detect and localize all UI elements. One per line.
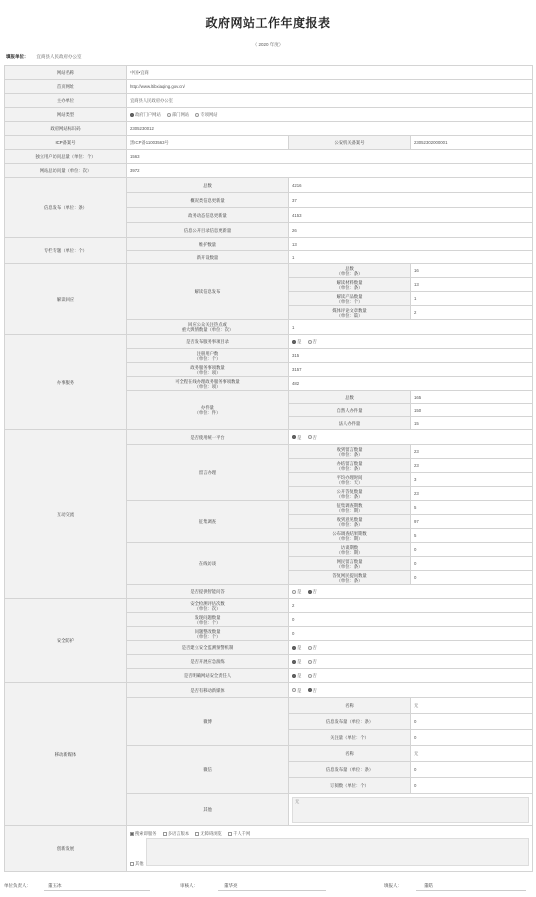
radio-checked-icon: [292, 646, 296, 650]
site-type-label: 网站类型: [5, 108, 127, 122]
page-title: 政府网站工作年度报表: [205, 16, 331, 30]
filler-unit: [6, 54, 82, 60]
platform-label: 是否使用统一平台: [127, 430, 289, 445]
survey-item-value: 5: [411, 501, 533, 515]
innovation-cell: [127, 826, 533, 872]
innovation-other-option[interactable]: 其他: [130, 861, 144, 866]
weibo-item-label: 信息发布量（单位：条）: [289, 714, 411, 730]
filler-unit-value: 宜商县人民政府办公室: [36, 54, 82, 59]
filler-value: 董皓: [424, 883, 433, 888]
site-type-options: [127, 108, 533, 122]
mail-item-label: 平均办理时间 （单位：天）: [289, 473, 411, 487]
interpret-item-value: 16: [411, 264, 533, 278]
host-label: 主办单位: [5, 94, 127, 108]
host-value: 宜商县人民政府办公室: [127, 94, 533, 108]
survey-item-value: 97: [411, 515, 533, 529]
platform-radios: [289, 430, 533, 445]
mobile-other-cell: [289, 794, 533, 826]
info-item-label: 政务动态信息更新量: [127, 208, 289, 223]
radio-icon: [308, 340, 312, 344]
respond-label: 回应公众关注热点或 重大舆情数量（单位：次）: [127, 320, 289, 335]
cases-item-label: 总数: [289, 391, 411, 404]
interact-label: 互动交流: [5, 430, 127, 599]
radio-checked-icon: [308, 590, 312, 594]
mail-item-value: 23: [411, 487, 533, 501]
cases-item-value: 15: [411, 417, 533, 430]
security-radio-label: 是否建立安全监测预警机制: [127, 641, 289, 655]
report-year: （ 2020 年度）: [252, 42, 284, 47]
checkbox-icon: [163, 832, 167, 836]
checkbox-icon: [195, 832, 199, 836]
service-publish-radios: [289, 335, 533, 349]
mail-label: 留言办理: [127, 445, 289, 501]
cases-item-value: 150: [411, 404, 533, 417]
radio-checked-icon: [292, 674, 296, 678]
radio-yes[interactable]: 是: [292, 589, 301, 594]
weibo-item-value: 0: [411, 714, 533, 730]
innovation-label: 创新发展: [5, 826, 127, 872]
radio-yes[interactable]: 是: [292, 673, 301, 678]
cases-item-value: 165: [411, 391, 533, 404]
service-items-label: 政务服务事项数量 （单位：项）: [127, 363, 289, 377]
visits-value: 3972: [127, 164, 533, 178]
wechat-item-label: 信息发布量（单位：条）: [289, 762, 411, 778]
info-item-label: 信息公开目录信息更新量: [127, 223, 289, 238]
checkbox-icon: [130, 862, 134, 866]
radio-icon: [292, 688, 296, 692]
security-radios: [289, 669, 533, 683]
online-item-value: 0: [411, 543, 533, 557]
radio-checked-icon: [130, 113, 134, 117]
reviewer-label: 审核人：: [180, 883, 198, 888]
online-item-value: 0: [411, 571, 533, 585]
mail-item-value: 3: [411, 473, 533, 487]
service-reg-label: 注册用户数 （单位：个）: [127, 349, 289, 363]
info-item-label: 总数: [127, 178, 289, 193]
police-value: 23052302000001: [411, 136, 533, 150]
radio-yes[interactable]: 是: [292, 339, 301, 344]
info-item-value: 26: [289, 223, 533, 238]
info-item-value: 37: [289, 193, 533, 208]
column-item-value: 13: [289, 238, 533, 251]
mobile-other-label: 其他: [127, 794, 289, 826]
home-url-label: 首页网址: [5, 80, 127, 94]
mobile-has-radios: [289, 683, 533, 698]
visitors-label: 独立用户访问总量（单位：个）: [5, 150, 127, 164]
online-item-label: 答复网民提问数量 （单位：条）: [289, 571, 411, 585]
info-item-value: 4216: [289, 178, 533, 193]
interpret-label: 解读回应: [5, 264, 127, 335]
radio-no[interactable]: 否: [308, 589, 317, 594]
wechat-item-label: 名称: [289, 746, 411, 762]
radio-icon: [292, 590, 296, 594]
cases-item-label: 自然人办件量: [289, 404, 411, 417]
survey-item-value: 5: [411, 529, 533, 543]
service-publish-label: 是否发布服务事项目录: [127, 335, 289, 349]
head-underline: [44, 890, 150, 891]
wechat-label: 微信: [127, 746, 289, 794]
radio-icon: [308, 646, 312, 650]
weibo-item-value: 0: [411, 730, 533, 746]
mail-item-label: 办结留言数量 （单位：条）: [289, 459, 411, 473]
survey-item-label: 公布调查结果期数 （单位：期）: [289, 529, 411, 543]
mobile-label: 移动新媒体: [5, 683, 127, 826]
interpret-item-value: 1: [411, 292, 533, 306]
service-label: 办事服务: [5, 335, 127, 430]
interpret-item-value: 2: [411, 306, 533, 320]
interpret-sub-label: 解读信息发布: [127, 264, 289, 320]
radio-checked-icon: [292, 660, 296, 664]
service-items-value: 3157: [289, 363, 533, 377]
mail-item-label: 收到留言数量 （单位：条）: [289, 445, 411, 459]
security-radios: [289, 641, 533, 655]
mobile-has-label: 是否有移动新媒体: [127, 683, 289, 698]
security-radio-label: 是否明确网站安全责任人: [127, 669, 289, 683]
respond-value: 1: [289, 320, 533, 335]
online-item-label: 网民留言数量 （单位：条）: [289, 557, 411, 571]
icp-value: 黑ICP备11003563号: [127, 136, 289, 150]
site-type-option-portal[interactable]: 政府门户网站: [130, 112, 161, 117]
wechat-item-value: 0: [411, 762, 533, 778]
security-item-label: 问题整改数量 （单位：个）: [127, 627, 289, 641]
site-name-label: 网站名称: [5, 66, 127, 80]
radio-checked-icon: [308, 688, 312, 692]
interpret-item-label: 解读材料数量 （单位：条）: [289, 278, 411, 292]
radio-no[interactable]: 否: [308, 659, 317, 664]
interpret-item-label: 总数 （单位：条）: [289, 264, 411, 278]
site-code-label: 政府网站标识码: [5, 122, 127, 136]
online-label: 在线访谈: [127, 543, 289, 585]
radio-icon: [308, 435, 312, 439]
smart-label: 是否提供智能问答: [127, 585, 289, 599]
radio-yes[interactable]: 是: [292, 688, 301, 693]
weibo-item-value: 无: [411, 698, 533, 714]
interpret-item-label: 解读产品数量 （单位：个）: [289, 292, 411, 306]
service-online-value: 482: [289, 377, 533, 391]
mobile-other-textarea[interactable]: 无: [292, 797, 529, 823]
radio-icon: [195, 113, 199, 117]
column-item-label: 维护数量: [127, 238, 289, 251]
wechat-item-value: 0: [411, 778, 533, 794]
innovation-option[interactable]: 多语言版本: [163, 831, 189, 836]
radio-no[interactable]: 否: [308, 339, 317, 344]
radio-no[interactable]: 否: [308, 673, 317, 678]
interpret-item-value: 13: [411, 278, 533, 292]
wechat-item-value: 无: [411, 746, 533, 762]
radio-yes[interactable]: 是: [292, 645, 301, 650]
radio-no[interactable]: 否: [308, 435, 317, 440]
radio-icon: [308, 674, 312, 678]
weibo-label: 微博: [127, 698, 289, 746]
survey-item-label: 征集调查期数 （单位：期）: [289, 501, 411, 515]
online-item-label: 访谈期数 （单位：期）: [289, 543, 411, 557]
service-online-label: 可全程在线办理政务服务事项数量 （单位：项）: [127, 377, 289, 391]
mail-item-label: 公开答复数量 （单位：条）: [289, 487, 411, 501]
security-radios: [289, 655, 533, 669]
radio-no[interactable]: 否: [308, 688, 317, 693]
innovation-option[interactable]: 无障碍浏览: [195, 831, 221, 836]
radio-no[interactable]: 否: [308, 645, 317, 650]
service-reg-value: 315: [289, 349, 533, 363]
info-label: 信息发布（单位：条）: [5, 178, 127, 238]
innovation-other-row: [130, 838, 529, 866]
column-label: 专栏专题（单位：个）: [5, 238, 127, 264]
checkbox-icon: [228, 832, 232, 836]
radio-checked-icon: [292, 435, 296, 439]
column-item-label: 新开设数量: [127, 251, 289, 264]
security-item-value: 0: [289, 613, 533, 627]
weibo-item-label: 名称: [289, 698, 411, 714]
security-item-label: 安全检测评估次数 （单位：次）: [127, 599, 289, 613]
reviewer-value: 董华亮: [224, 883, 238, 888]
innovation-option[interactable]: 千人千网: [228, 831, 250, 836]
head-label: 单位负责人：: [4, 883, 31, 888]
report-table: [4, 65, 533, 872]
security-item-value: 2: [289, 599, 533, 613]
survey-label: 征集调查: [127, 501, 289, 543]
online-item-value: 0: [411, 557, 533, 571]
service-cases-label: 办件量 （单位：件）: [127, 391, 289, 430]
head-value: 董玉冰: [48, 883, 62, 888]
filler-unit-label: 填报单位：: [6, 54, 29, 59]
police-label: 公安机关备案号: [289, 136, 411, 150]
visitors-value: 1563: [127, 150, 533, 164]
reviewer-underline: [218, 890, 326, 891]
icp-label: ICP备案号: [5, 136, 127, 150]
radio-yes[interactable]: 是: [292, 659, 301, 664]
visits-label: 网站总访问量（单位：次）: [5, 164, 127, 178]
security-label: 安全防护: [5, 599, 127, 683]
mail-item-value: 23: [411, 459, 533, 473]
survey-item-label: 收到意见数量 （单位：条）: [289, 515, 411, 529]
radio-checked-icon: [292, 340, 296, 344]
filler-label: 填报人：: [384, 883, 402, 888]
filler-underline: [416, 890, 526, 891]
site-code-value: 2305230012: [127, 122, 533, 136]
site-type-option-dept[interactable]: 部门网站: [167, 112, 189, 117]
site-name-value: 中国•宜商: [127, 66, 533, 80]
home-url-value: http://www.ltibxiaqing.gov.cn/: [127, 80, 533, 94]
innovation-option[interactable]: 搜索即服务: [130, 831, 156, 836]
security-item-label: 发现问题数量 （单位：个）: [127, 613, 289, 627]
column-item-value: 1: [289, 251, 533, 264]
weibo-item-label: 关注量（单位：个）: [289, 730, 411, 746]
mail-item-value: 23: [411, 445, 533, 459]
info-item-label: 概况类信息更新量: [127, 193, 289, 208]
cases-item-label: 法人办件量: [289, 417, 411, 430]
interpret-item-label: 媒体评论文章数量 （单位：篇）: [289, 306, 411, 320]
info-item-value: 4153: [289, 208, 533, 223]
security-item-value: 0: [289, 627, 533, 641]
site-type-option-special[interactable]: 专项网站: [195, 112, 217, 117]
innovation-other-textarea[interactable]: [146, 838, 529, 866]
security-radio-label: 是否开展应急演练: [127, 655, 289, 669]
radio-icon: [167, 113, 171, 117]
wechat-item-label: 订阅数（单位：个）: [289, 778, 411, 794]
smart-radios: [289, 585, 533, 599]
innovation-options: [130, 831, 529, 836]
checkbox-checked-icon: [130, 832, 134, 836]
radio-icon: [308, 660, 312, 664]
radio-yes[interactable]: 是: [292, 435, 301, 440]
